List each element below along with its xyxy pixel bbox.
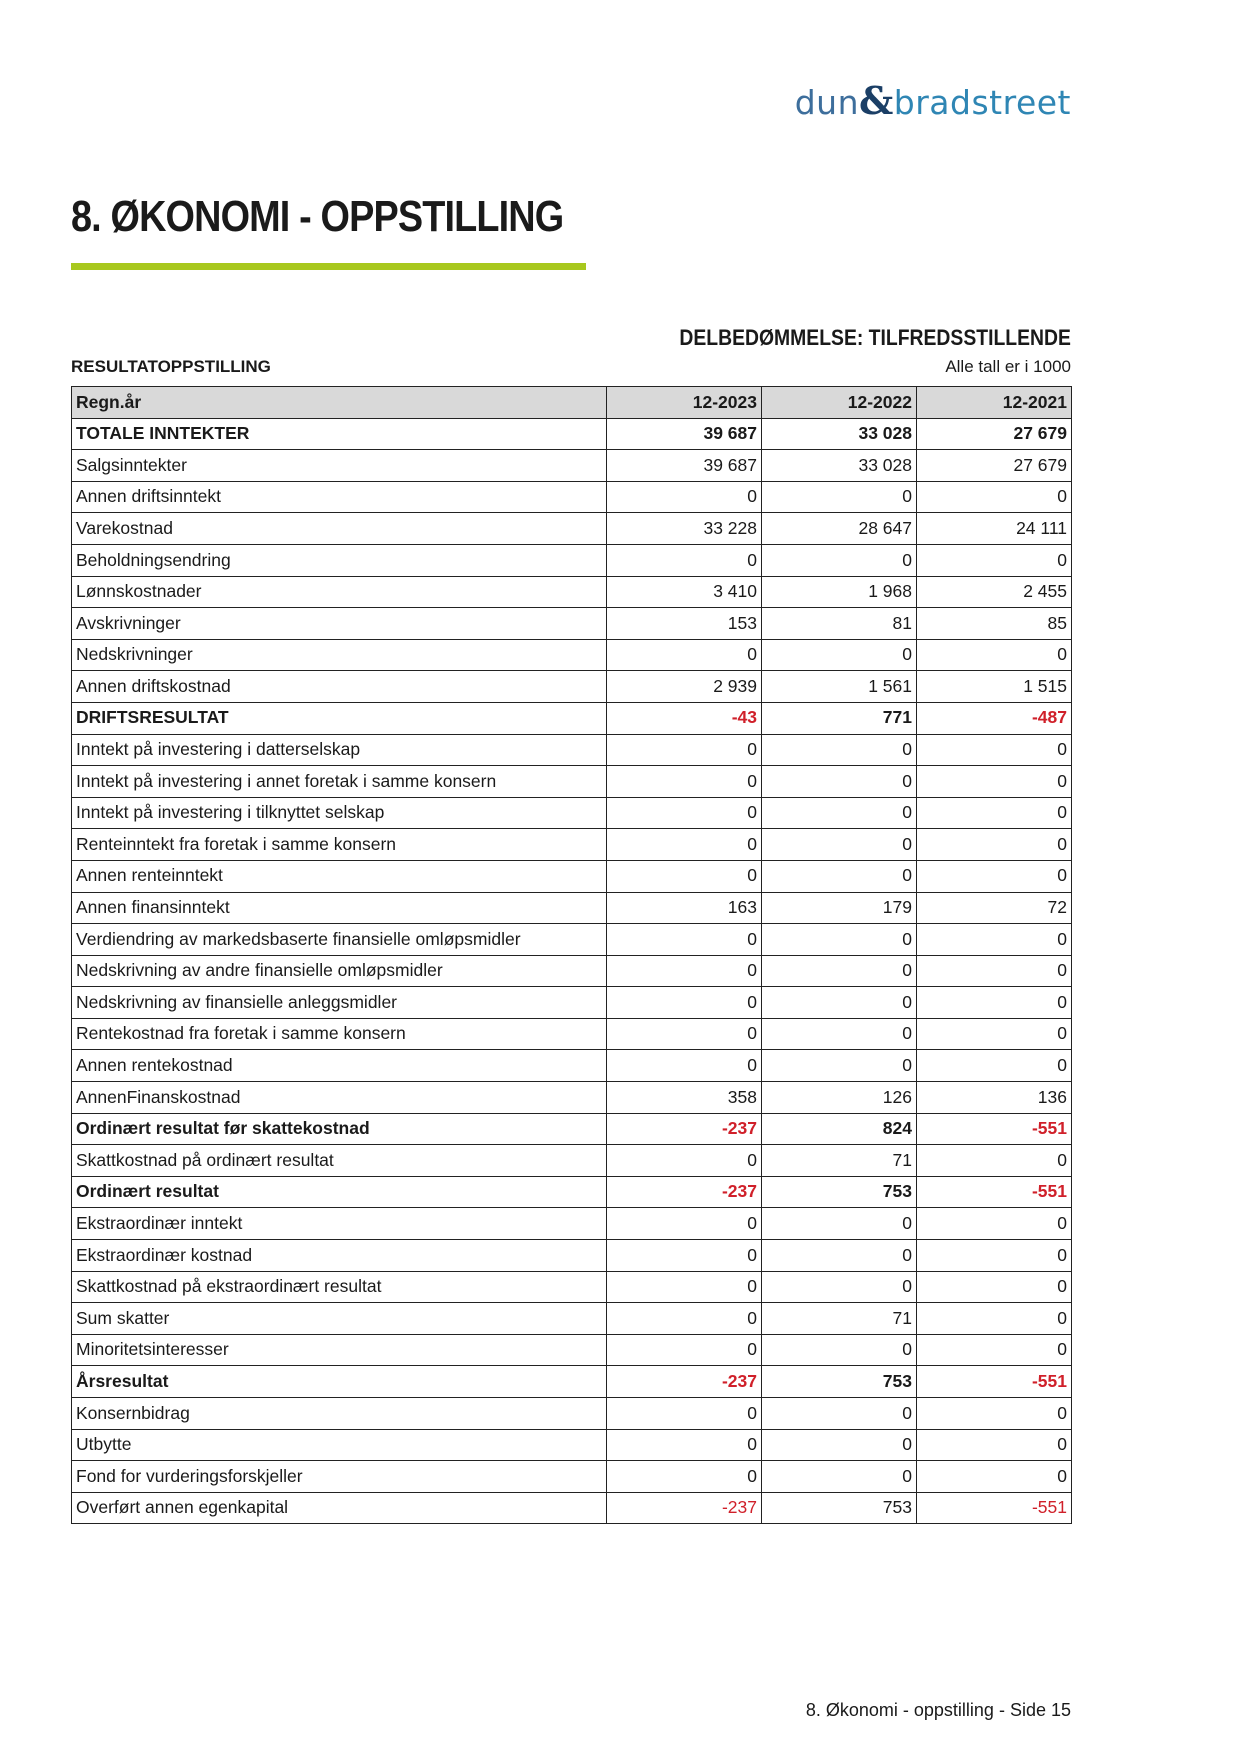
logo-ampersand: &: [858, 78, 894, 123]
row-value: 0: [917, 481, 1072, 513]
row-value: 0: [917, 1271, 1072, 1303]
row-label: Ordinært resultat før skattekostnad: [72, 1113, 607, 1145]
row-value: 3 410: [607, 576, 762, 608]
table-row: [72, 892, 1072, 924]
row-label: Ekstraordinær inntekt: [72, 1208, 607, 1240]
row-value: 0: [917, 639, 1072, 671]
row-value: 0: [917, 955, 1072, 987]
row-label: Årsresultat: [72, 1366, 607, 1398]
table-row: [72, 576, 1072, 608]
row-value: 28 647: [762, 513, 917, 545]
row-value: 0: [762, 481, 917, 513]
row-value: 0: [607, 1145, 762, 1177]
row-label: Overført annen egenkapital: [72, 1492, 607, 1524]
row-value: 0: [607, 734, 762, 766]
row-value: 0: [917, 734, 1072, 766]
logo-text-bradstreet: bradstreet: [893, 83, 1071, 122]
row-label: Minoritetsinteresser: [72, 1334, 607, 1366]
row-label: Fond for vurderingsforskjeller: [72, 1461, 607, 1493]
header-year-2023: 12-2023: [607, 387, 762, 419]
row-value: 2 939: [607, 671, 762, 703]
table-row: [72, 1018, 1072, 1050]
row-label: Nedskrivninger: [72, 639, 607, 671]
row-value: 27 679: [917, 418, 1072, 450]
row-value: 0: [607, 766, 762, 798]
row-label: Skattkostnad på ordinært resultat: [72, 1145, 607, 1177]
row-value: 0: [762, 766, 917, 798]
row-label: Sum skatter: [72, 1303, 607, 1335]
row-value: 136: [917, 1082, 1072, 1114]
row-value: 753: [762, 1176, 917, 1208]
row-label: Rentekostnad fra foretak i samme konsern: [72, 1018, 607, 1050]
row-value: 39 687: [607, 418, 762, 450]
table-row: [72, 829, 1072, 861]
row-value: 81: [762, 608, 917, 640]
row-value: 0: [607, 797, 762, 829]
row-value: 0: [917, 1145, 1072, 1177]
table-row: [72, 860, 1072, 892]
row-value: 0: [762, 924, 917, 956]
table-row: [72, 1398, 1072, 1430]
table-row: [72, 1366, 1072, 1398]
company-logo: [795, 78, 1071, 123]
row-value: 771: [762, 702, 917, 734]
table-row: [72, 1082, 1072, 1114]
row-value: 0: [607, 1461, 762, 1493]
row-label: Verdiendring av markedsbaserte finansielle omløpsmidler: [72, 924, 607, 956]
row-value: 0: [607, 1303, 762, 1335]
row-value: 0: [762, 734, 917, 766]
row-value: 0: [607, 1271, 762, 1303]
table-row: [72, 1271, 1072, 1303]
row-label: Annen renteinntekt: [72, 860, 607, 892]
table-row: [72, 797, 1072, 829]
table-row: [72, 987, 1072, 1019]
row-value: -487: [917, 702, 1072, 734]
table-row: [72, 671, 1072, 703]
table-row: [72, 1334, 1072, 1366]
row-value: 1 561: [762, 671, 917, 703]
row-value: 0: [607, 1240, 762, 1272]
row-value: -551: [917, 1176, 1072, 1208]
row-label: Skattkostnad på ekstraordinært resultat: [72, 1271, 607, 1303]
table-row: [72, 734, 1072, 766]
row-value: 0: [917, 1018, 1072, 1050]
table-row: [72, 1145, 1072, 1177]
assessment-heading: DELBEDØMMELSE: TILFREDSSTILLENDE: [679, 325, 1071, 350]
row-value: 0: [762, 987, 917, 1019]
row-value: 0: [762, 1398, 917, 1430]
row-value: 179: [762, 892, 917, 924]
table-body: [72, 418, 1072, 1524]
row-label: Annen driftsinntekt: [72, 481, 607, 513]
row-label: Ekstraordinær kostnad: [72, 1240, 607, 1272]
row-value: 33 028: [762, 418, 917, 450]
row-label: Annen rentekostnad: [72, 1050, 607, 1082]
table-row: [72, 544, 1072, 576]
table-row: [72, 1176, 1072, 1208]
row-value: -237: [607, 1113, 762, 1145]
units-note: Alle tall er i 1000: [945, 357, 1071, 376]
row-value: -237: [607, 1366, 762, 1398]
row-value: 0: [762, 955, 917, 987]
row-value: 0: [917, 1240, 1072, 1272]
row-label: Avskrivninger: [72, 608, 607, 640]
row-label: Annen driftskostnad: [72, 671, 607, 703]
row-value: 0: [607, 955, 762, 987]
table-row: [72, 955, 1072, 987]
row-value: 39 687: [607, 450, 762, 482]
row-value: 0: [762, 544, 917, 576]
row-value: 1 968: [762, 576, 917, 608]
row-value: 0: [917, 1050, 1072, 1082]
row-value: 2 455: [917, 576, 1072, 608]
row-value: 0: [917, 924, 1072, 956]
row-label: Ordinært resultat: [72, 1176, 607, 1208]
row-label: Inntekt på investering i annet foretak i samme konsern: [72, 766, 607, 798]
row-value: 0: [607, 924, 762, 956]
table-row: [72, 481, 1072, 513]
row-value: 0: [917, 1461, 1072, 1493]
row-value: -43: [607, 702, 762, 734]
row-value: 358: [607, 1082, 762, 1114]
table-row: [72, 1240, 1072, 1272]
row-value: 24 111: [917, 513, 1072, 545]
row-value: 0: [607, 1208, 762, 1240]
row-label: AnnenFinanskostnad: [72, 1082, 607, 1114]
table-row: [72, 418, 1072, 450]
row-value: 0: [762, 1050, 917, 1082]
row-value: 0: [607, 1398, 762, 1430]
table-row: [72, 450, 1072, 482]
row-value: 0: [762, 860, 917, 892]
row-value: 0: [762, 1461, 917, 1493]
row-value: 0: [607, 987, 762, 1019]
row-value: 753: [762, 1492, 917, 1524]
header-year-2021: 12-2021: [917, 387, 1072, 419]
table-row: [72, 766, 1072, 798]
row-value: 0: [607, 1334, 762, 1366]
table-row: [72, 1461, 1072, 1493]
row-value: 0: [917, 1303, 1072, 1335]
row-value: 71: [762, 1303, 917, 1335]
row-value: 0: [607, 1018, 762, 1050]
row-value: 1 515: [917, 671, 1072, 703]
row-label: TOTALE INNTEKTER: [72, 418, 607, 450]
table-row: [72, 608, 1072, 640]
table-row: [72, 639, 1072, 671]
row-value: 824: [762, 1113, 917, 1145]
row-value: 33 028: [762, 450, 917, 482]
row-value: -551: [917, 1492, 1072, 1524]
row-label: Beholdningsendring: [72, 544, 607, 576]
page-title: 8. ØKONOMI - OPPSTILLING: [71, 192, 564, 241]
row-value: 0: [607, 829, 762, 861]
row-label: Varekostnad: [72, 513, 607, 545]
row-value: -551: [917, 1366, 1072, 1398]
page-footer: 8. Økonomi - oppstilling - Side 15: [805, 1700, 1071, 1720]
row-value: 0: [607, 639, 762, 671]
row-value: 33 228: [607, 513, 762, 545]
row-value: 0: [917, 1334, 1072, 1366]
row-label: Annen finansinntekt: [72, 892, 607, 924]
row-label: Inntekt på investering i tilknyttet selskap: [72, 797, 607, 829]
row-value: 753: [762, 1366, 917, 1398]
row-value: 0: [762, 797, 917, 829]
row-value: 0: [762, 1018, 917, 1050]
header-label-col: Regn.år: [72, 387, 607, 419]
row-value: 0: [762, 829, 917, 861]
row-label: Konsernbidrag: [72, 1398, 607, 1430]
row-label: Nedskrivning av finansielle anleggsmidler: [72, 987, 607, 1019]
row-value: 0: [607, 1429, 762, 1461]
row-value: 0: [917, 1398, 1072, 1430]
row-value: 0: [917, 766, 1072, 798]
row-value: -237: [607, 1492, 762, 1524]
row-label: Renteinntekt fra foretak i samme konsern: [72, 829, 607, 861]
table-row: [72, 1113, 1072, 1145]
row-value: 0: [917, 860, 1072, 892]
row-value: 0: [607, 481, 762, 513]
row-label: Inntekt på investering i datterselskap: [72, 734, 607, 766]
table-row: [72, 1429, 1072, 1461]
row-value: 0: [917, 987, 1072, 1019]
row-label: DRIFTSRESULTAT: [72, 702, 607, 734]
row-label: Nedskrivning av andre finansielle omløpsmidler: [72, 955, 607, 987]
row-value: 72: [917, 892, 1072, 924]
header-year-2022: 12-2022: [762, 387, 917, 419]
row-value: 0: [607, 1050, 762, 1082]
row-value: 0: [917, 797, 1072, 829]
row-value: -237: [607, 1176, 762, 1208]
row-value: 0: [917, 1429, 1072, 1461]
title-underline: [71, 263, 586, 270]
logo-text-dun: dun: [794, 83, 859, 122]
row-value: 0: [762, 1271, 917, 1303]
table-row: [72, 1303, 1072, 1335]
row-value: 0: [762, 1334, 917, 1366]
row-value: 0: [762, 1208, 917, 1240]
table-row: [72, 924, 1072, 956]
row-label: Utbytte: [72, 1429, 607, 1461]
row-value: 0: [762, 1429, 917, 1461]
row-value: 0: [607, 544, 762, 576]
row-label: Lønnskostnader: [72, 576, 607, 608]
row-label: Salgsinntekter: [72, 450, 607, 482]
row-value: 0: [917, 1208, 1072, 1240]
row-value: 71: [762, 1145, 917, 1177]
row-value: 27 679: [917, 450, 1072, 482]
row-value: 0: [917, 544, 1072, 576]
row-value: -551: [917, 1113, 1072, 1145]
section-label: RESULTATOPPSTILLING: [71, 357, 271, 376]
row-value: 0: [762, 639, 917, 671]
table-row: [72, 513, 1072, 545]
row-value: 153: [607, 608, 762, 640]
row-value: 0: [607, 860, 762, 892]
table-header-row: [72, 387, 1072, 419]
income-statement-table: [71, 386, 1072, 1524]
table-row: [72, 1492, 1072, 1524]
row-value: 0: [762, 1240, 917, 1272]
table-row: [72, 1050, 1072, 1082]
row-value: 126: [762, 1082, 917, 1114]
row-value: 163: [607, 892, 762, 924]
row-value: 0: [917, 829, 1072, 861]
row-value: 85: [917, 608, 1072, 640]
table-row: [72, 702, 1072, 734]
table-row: [72, 1208, 1072, 1240]
